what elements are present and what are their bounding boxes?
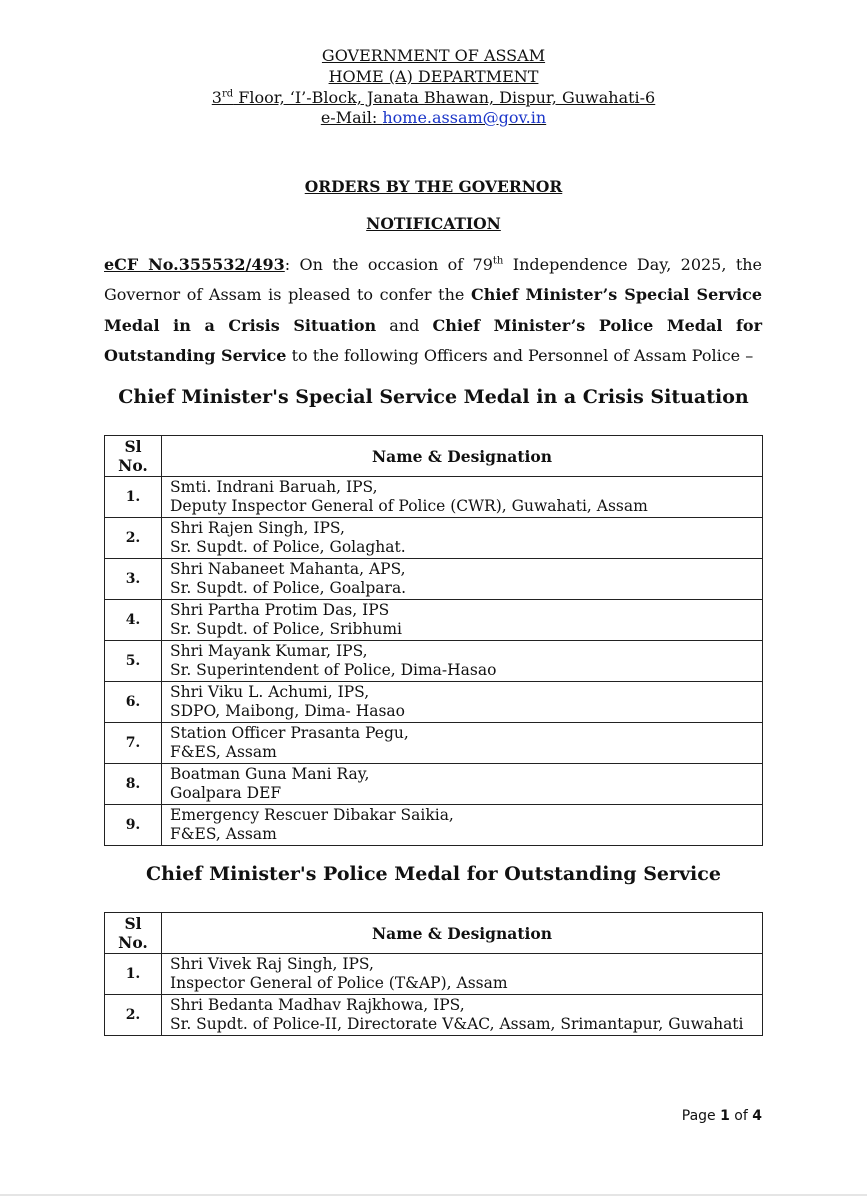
officer-name: Emergency Rescuer Dibakar Saikia, [170, 805, 454, 824]
officer-name: Smti. Indrani Baruah, IPS, [170, 477, 378, 496]
address-floor-superscript: rd [221, 88, 234, 100]
officer-name: Shri Bedanta Madhav Rajkhowa, IPS, [170, 995, 465, 1014]
officer-name: Shri Partha Protim Das, IPS [170, 600, 390, 619]
officer-designation: Deputy Inspector General of Police (CWR), Guwahati, Assam [170, 497, 648, 515]
serial-number: 9. [105, 805, 162, 846]
body-text-4: to the following Officers and Personnel of Assam Police – [286, 345, 754, 365]
name-designation-cell [162, 600, 763, 641]
table-row [105, 954, 763, 995]
page-number: Page 1 of 4 [681, 1108, 762, 1124]
officer-name: Shri Viku L. Achumi, IPS, [170, 682, 370, 701]
body-text-2: Independence Day, 2025, the Governor of Assam is pleased to confer the [104, 255, 763, 305]
table-row [105, 559, 763, 600]
officer-designation: Sr. Supdt. of Police, Sribhumi [170, 620, 402, 638]
email-label: e-Mail: [320, 108, 383, 127]
section1-title: Chief Minister's Special Service Medal in a Crisis Situation [118, 386, 749, 408]
table-header-row [105, 913, 763, 954]
serial-number: 4. [105, 600, 162, 641]
name-designation-cell [162, 477, 763, 518]
table-row [105, 477, 763, 518]
name-designation-cell [162, 641, 763, 682]
name-designation-cell [162, 995, 763, 1036]
page-bottom-edge [0, 1194, 867, 1196]
table-row [105, 723, 763, 764]
header-email [0, 108, 867, 128]
section2-title: Chief Minister's Police Medal for Outstanding Service [146, 863, 721, 885]
header-address [0, 88, 867, 108]
section1-table [104, 435, 763, 846]
notification-title: NOTIFICATION [366, 214, 501, 233]
name-designation-cell [162, 954, 763, 995]
name-designation-cell [162, 723, 763, 764]
table-row [105, 518, 763, 559]
email-link[interactable]: home.assam@gov.in [382, 108, 547, 127]
serial-number: 1. [105, 954, 162, 995]
officer-designation: F&ES, Assam [170, 743, 277, 761]
section2-table [104, 912, 763, 1036]
ordinal-superscript: th [492, 255, 504, 267]
serial-number: 8. [105, 764, 162, 805]
section1-table-body [105, 477, 763, 846]
address-text: Floor, ‘I’-Block, Janata Bhawan, Dispur, Guwahati-6 [233, 88, 656, 107]
table-row [105, 764, 763, 805]
serial-number: 2. [105, 995, 162, 1036]
officer-name: Shri Vivek Raj Singh, IPS, [170, 954, 374, 973]
officer-designation: Sr. Supdt. of Police, Golaghat. [170, 538, 406, 556]
medal-name-2: Chief Minister’s Police Medal for Outstanding Service [104, 315, 762, 365]
officer-designation: Inspector General of Police (T&AP), Assam [170, 974, 508, 992]
name-designation-cell [162, 518, 763, 559]
officer-designation: Goalpara DEF [170, 784, 282, 802]
header-government: GOVERNMENT OF ASSAM [321, 46, 546, 65]
officer-name: Shri Nabaneet Mahanta, APS, [170, 559, 406, 578]
column-header-sl: Sl No. [105, 913, 162, 954]
body-text-1: : On the occasion of 79 [284, 255, 493, 274]
orders-title: ORDERS BY THE GOVERNOR [304, 177, 563, 196]
name-designation-cell [162, 559, 763, 600]
officer-name: Station Officer Prasanta Pegu, [170, 723, 409, 742]
table-row [105, 682, 763, 723]
table-row [105, 600, 763, 641]
officer-name: Shri Rajen Singh, IPS, [170, 518, 345, 537]
officer-designation: SDPO, Maibong, Dima- Hasao [170, 702, 405, 720]
serial-number: 3. [105, 559, 162, 600]
table-header-row [105, 436, 763, 477]
officer-designation: Sr. Supdt. of Police-II, Directorate V&AC, Assam, Srimantapur, Guwahati [170, 1015, 744, 1033]
serial-number: 2. [105, 518, 162, 559]
column-header-name: Name & Designation [162, 436, 763, 477]
serial-number: 6. [105, 682, 162, 723]
medal-name-1: Chief Minister’s Special Service Medal in a Crisis Situation [104, 285, 763, 335]
address-floor-number: 3 [211, 88, 222, 107]
officer-name: Shri Mayank Kumar, IPS, [170, 641, 368, 660]
name-designation-cell [162, 805, 763, 846]
column-header-sl: Sl No. [105, 436, 162, 477]
table-row [105, 805, 763, 846]
column-header-name: Name & Designation [162, 913, 763, 954]
officer-designation: F&ES, Assam [170, 825, 277, 843]
body-text-3: and [376, 315, 433, 335]
name-designation-cell [162, 682, 763, 723]
officer-name: Boatman Guna Mani Ray, [170, 764, 370, 783]
serial-number: 5. [105, 641, 162, 682]
reference-number: eCF No.355532/493 [104, 255, 285, 274]
name-designation-cell [162, 764, 763, 805]
serial-number: 1. [105, 477, 162, 518]
serial-number: 7. [105, 723, 162, 764]
section2-table-body [105, 954, 763, 1036]
notification-body [104, 250, 762, 371]
table-row [105, 641, 763, 682]
table-row [105, 995, 763, 1036]
officer-designation: Sr. Superintendent of Police, Dima-Hasao [170, 661, 497, 679]
header-department: HOME (A) DEPARTMENT [328, 67, 539, 86]
officer-designation: Sr. Supdt. of Police, Goalpara. [170, 579, 407, 597]
